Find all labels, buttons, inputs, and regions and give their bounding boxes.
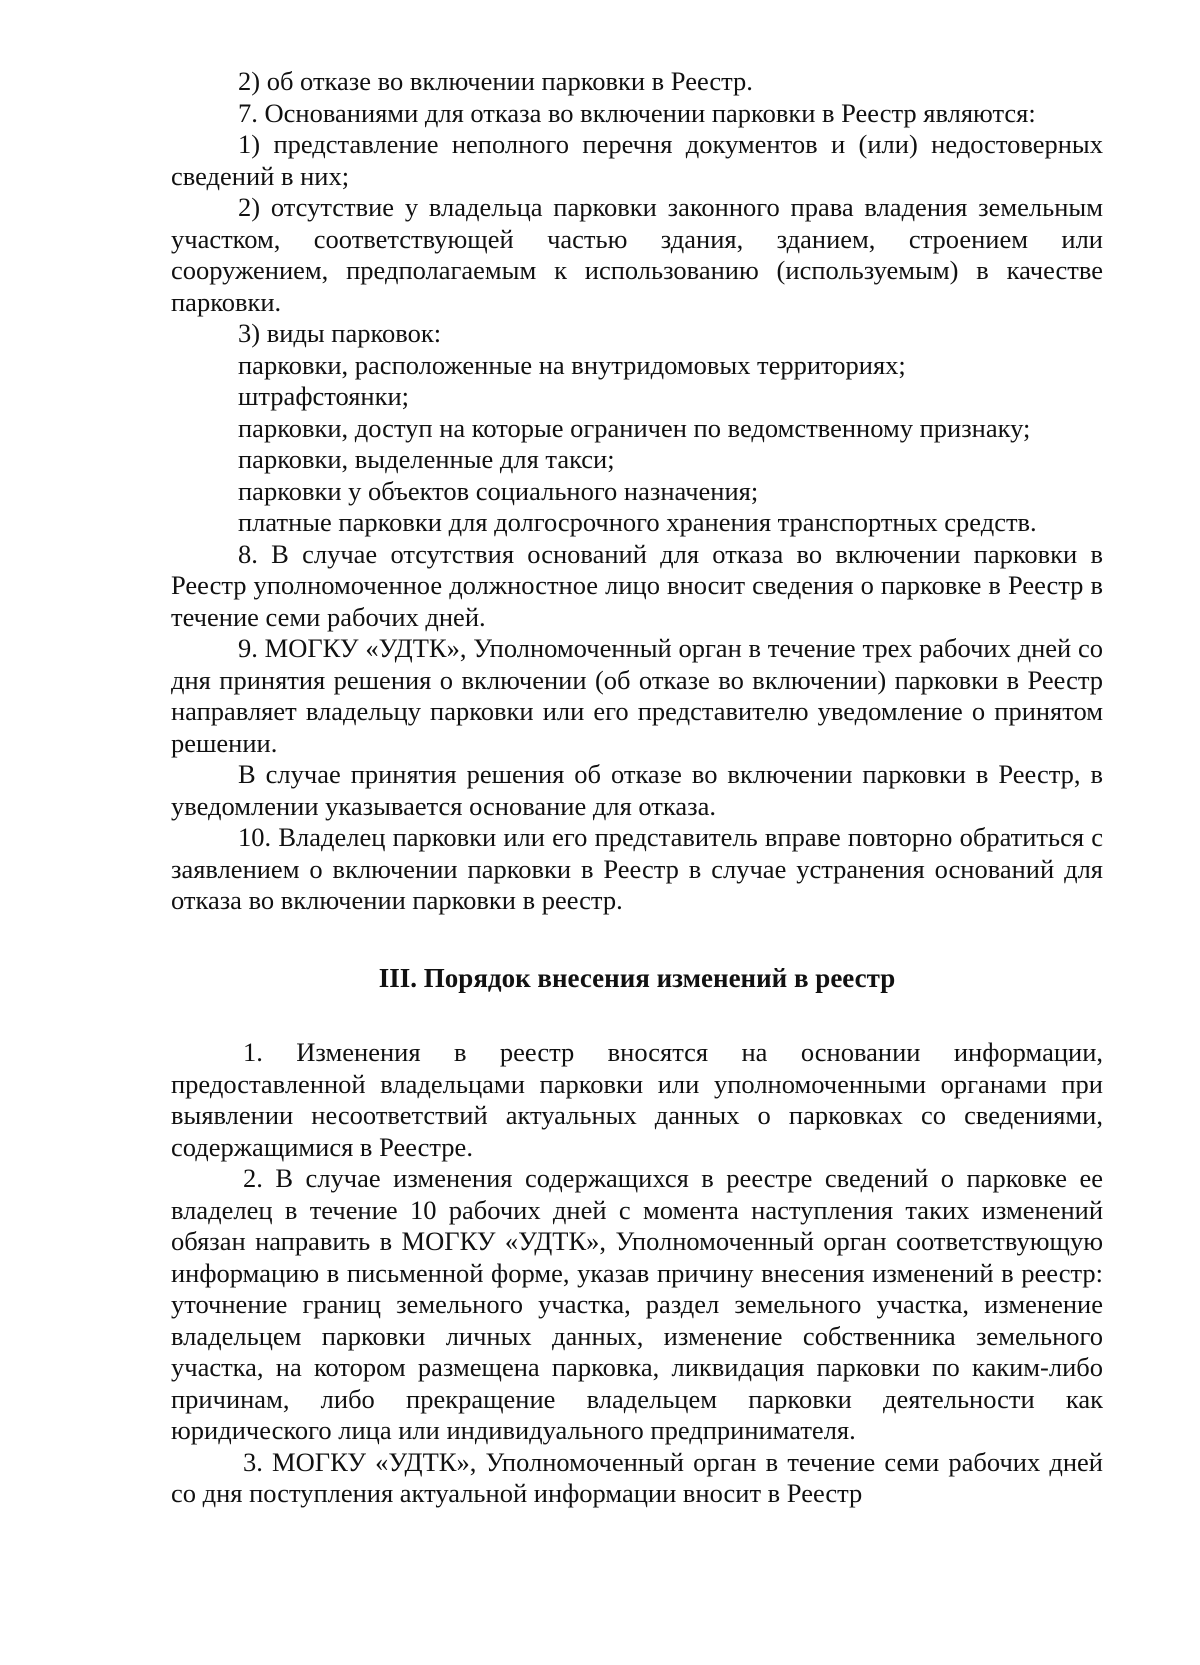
paragraph-9-refusal-note: В случае принятия решения об отказе во включении парковки в Реестр, в уведомлении указывается основание для отказа.: [171, 759, 1103, 821]
parking-type-item: парковки, доступ на которые ограничен по ведомственному признаку;: [238, 412, 1031, 443]
paragraph-item-2-refusal: 2) об отказе во включении парковки в Реестр.: [238, 66, 753, 96]
section-3-paragraph-3: 3. МОГКУ «УДТК», Уполномоченный орган в течение семи рабочих дней со дня поступления актуальной информации вносит в Реестр: [171, 1446, 1103, 1508]
paragraph-7-item-2: 2) отсутствие у владельца парковки законного права владения земельным участком, соответствующей частью здания, зданием, строением или сооружением, предполагаемым к использованию (используемым) в качестве парковки.: [171, 192, 1103, 317]
document-page: [171, 66, 1103, 1510]
section-3-paragraph-1: 1. Изменения в реестр вносятся на основании информации, предоставленной владельцами парковки или уполномоченными органами при выявлении несоответствий актуальных данных о парковках со сведениями, содержащимися в Реестре.: [171, 1037, 1103, 1162]
spacer: [171, 917, 1103, 963]
paragraph-9: 9. МОГКУ «УДТК», Уполномоченный орган в течение трех рабочих дней со дня принятия решения о включении (об отказе во включении) парковки в Реестр направляет владельцу парковки или его представителю уведомление о принятом решении.: [171, 633, 1103, 758]
spacer: [171, 994, 1103, 1037]
parking-type-item: парковки, расположенные на внутридомовых территориях;: [238, 349, 906, 380]
parking-type-item: штрафстоянки;: [238, 381, 410, 411]
parking-type-item: парковки, выделенные для такси;: [238, 444, 615, 474]
paragraph-7-item-3: 3) виды парковок:: [238, 318, 442, 348]
parking-type-item: парковки у объектов социального назначения;: [238, 475, 759, 506]
paragraph-10: 10. Владелец парковки или его представитель вправе повторно обратиться с заявлением о включении парковки в Реестр в случае устранения оснований для отказа во включении парковки в реестр.: [171, 822, 1103, 915]
paragraph-7-item-1: 1) представление неполного перечня документов и (или) недостоверных сведений в них;: [171, 129, 1103, 191]
section-heading: III. Порядок внесения изменений в реестр: [378, 962, 896, 993]
parking-type-item: платные парковки для долгосрочного хранения транспортных средств.: [238, 507, 1037, 537]
paragraph-7-grounds-for-refusal: 7. Основаниями для отказа во включении парковки в Реестр являются:: [238, 97, 1036, 128]
section-3-paragraph-2: 2. В случае изменения содержащихся в реестре сведений о парковке ее владелец в течение 10 рабочих дней с момента наступления таких изменений обязан направить в МОГКУ «УДТК», Уполномоченный орган соответствующую информацию в письменной форме, указав причину внесения изменений в реестр: уточнение границ земельного участка, раздел земельного участка, изменение владельцем парковки личных данных, изменение собственника земельного участка, на котором размещена парковка, ликвидация парковки по каким-либо причинам, либо прекращение владельцем парковки деятельности как юридического лица или индивидуального предпринимателя.: [171, 1163, 1103, 1445]
paragraph-8: 8. В случае отсутствия оснований для отказа во включении парковки в Реестр уполномоченное должностное лицо вносит сведения о парковке в Реестр в течение семи рабочих дней.: [171, 538, 1103, 632]
